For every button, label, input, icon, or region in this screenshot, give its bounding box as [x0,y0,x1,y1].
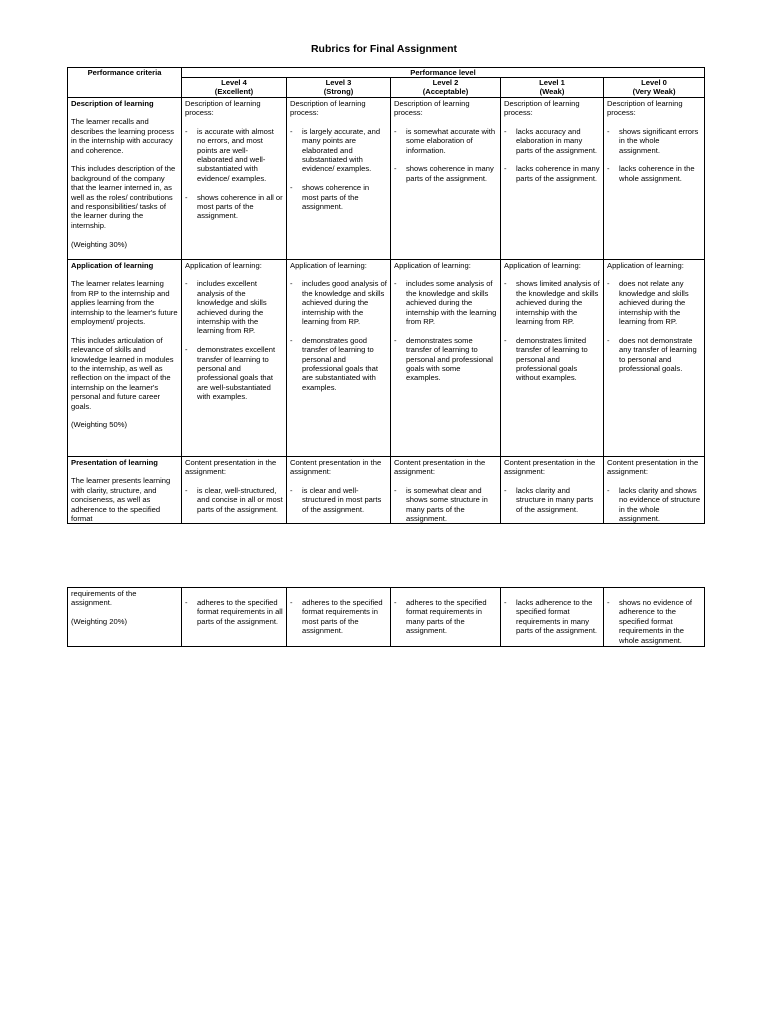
list-item [185,598,283,626]
dash: - [607,126,610,136]
item-text: shows coherence in many parts of the assignment. [406,164,494,183]
list-item [185,486,283,514]
level-name: Level 1 [539,78,565,88]
cell-intro: Content presentation in the assignment: [394,457,486,477]
criteria-text: The learner presents learning with clarity, structure, and conciseness, as well as adherence to the specified format [71,476,171,524]
level-cell [287,97,391,259]
level-desc: (Very Weak) [632,87,676,97]
level-cell [391,259,501,456]
item-text: demonstrates good transfer of learning to personal and professional goals that are substantiated with examples. [302,335,378,392]
dash: - [185,279,188,289]
table-row [68,97,705,259]
criteria-cell [68,456,182,524]
level-1-header [501,78,604,97]
dash: - [394,164,397,174]
item-text: demonstrates some transfer of learning to personal and professional goals with some examples. [406,335,493,383]
criteria-cell [68,588,182,647]
level-desc: (Acceptable) [422,87,469,97]
dash: - [185,126,188,136]
level-3-header [287,78,391,97]
dash: - [185,485,188,495]
list-item [394,336,497,383]
list-item [607,279,701,326]
table-row [68,456,705,524]
cell-intro: Description of learning process: [290,98,366,118]
criteria-text: This includes description of the background of the company that the learner interned in, as well as the roles/ contributions and responsibilities/ tasks of the learner during the internship. [71,164,176,230]
list-item [607,486,701,524]
page-title: Rubrics for Final Assignment [310,43,458,55]
dash: - [290,279,293,289]
list-item [607,164,701,183]
criteria-text: The learner relates learning from RP to the internship and applies learning from the internship to the learner's future employment/ projects. [71,279,178,327]
level-cell [287,456,391,524]
list-item [394,127,497,155]
weighting: (Weighting 30%) [71,239,127,249]
item-text: adheres to the specified format requirements in all parts of the assignment. [197,598,283,626]
item-text: is somewhat accurate with some elaboration of information. [406,126,496,155]
level-cell [287,259,391,456]
rubric-table [67,67,705,524]
cell-intro: Description of learning process: [607,98,683,118]
list-item [504,486,600,514]
dash: - [504,335,507,345]
level-cell [182,588,287,647]
weighting: (Weighting 20%) [71,617,127,627]
level-name: Level 2 [432,78,459,88]
dash: - [607,598,610,607]
dash: - [607,279,610,289]
level-cell [182,259,287,456]
level-name: Level 3 [325,78,352,88]
list-item [290,598,387,636]
dash: - [504,164,507,174]
cell-intro: Description of learning process: [394,98,470,118]
dash: - [290,598,293,607]
cell-intro: Application of learning: [185,260,262,270]
level-4-header [182,78,287,97]
list-item [290,486,387,514]
item-text: lacks clarity and shows no evidence of structure in the whole assignment. [619,485,701,524]
cell-intro: Content presentation in the assignment: [607,457,699,477]
list-item [504,598,600,636]
list-item [504,164,600,183]
dash: - [185,598,188,607]
dash: - [394,279,397,289]
list-item [185,345,283,401]
item-text: lacks adherence to the specified format requirements in many parts of the assignment. [516,598,598,636]
dash: - [394,335,397,345]
level-2-header [391,78,501,97]
list-item [290,279,387,326]
item-text: lacks clarity and structure in many parts of the assignment. [516,485,594,514]
table-row [68,259,705,456]
criteria-title: Application of learning [71,260,154,270]
dash: - [394,126,397,136]
criteria-title: Description of learning [71,98,154,108]
level-desc: (Excellent) [214,87,254,97]
level-desc: (Strong) [323,87,354,97]
criteria-cell [68,97,182,259]
cell-intro: Content presentation in the assignment: [185,457,277,477]
level-cell [501,259,604,456]
item-text: shows coherence in all or most parts of the assignment. [197,192,283,221]
cell-intro: Application of learning: [607,260,684,270]
list-item [504,336,600,383]
list-item [607,127,701,155]
level-cell [391,588,501,647]
criteria-cell [68,259,182,456]
criteria-title: Presentation of learning [71,457,158,467]
cell-intro: Content presentation in the assignment: [290,457,382,477]
criteria-text: This includes articulation of relevance of skills and knowledge learned in modules to the internship, as well as reflection on the impact of the internship on the learner's personal and future career goals. [71,335,174,411]
list-item [185,193,283,221]
rubric-table-continued [67,587,705,647]
criteria-header [68,68,182,98]
level-cell [182,97,287,259]
item-text: includes good analysis of the knowledge and skills achieved during the internship with the learning from RP. [302,279,387,327]
item-text: adheres to the specified format requirements in most parts of the assignment. [302,598,383,636]
level-cell [182,456,287,524]
dash: - [504,126,507,136]
item-text: includes excellent analysis of the knowledge and skills achieved during the internship with the learning from RP. [197,279,267,336]
level-cell [391,456,501,524]
level-cell [287,588,391,647]
item-text: includes some analysis of the knowledge and skills achieved during the internship with the learning from RP. [406,279,497,327]
level-name: Level 4 [221,78,247,88]
list-item [504,127,600,155]
dash: - [290,126,293,136]
level-cell [604,456,705,524]
level-cell [501,97,604,259]
list-item [504,279,600,326]
criteria-text: requirements of the assignment. [71,589,137,608]
level-desc: (Weak) [539,87,565,97]
list-item [607,598,701,645]
cell-intro: Application of learning: [290,260,367,270]
dash: - [607,485,610,495]
dash: - [504,598,507,607]
item-text: is somewhat clear and shows some structure in many parts of the assignment. [406,485,488,524]
criteria-text: The learner recalls and describes the learning process in the internship with accuracy and coherence. [71,117,174,155]
item-text: does not demonstrate any transfer of learning to personal and professional goals. [619,335,697,374]
cell-intro: Description of learning process: [504,98,580,118]
item-text: demonstrates excellent transfer of learning to personal and professional goals that are well-substantiated with examples. [197,345,276,402]
list-item [394,486,497,524]
table-row [68,588,705,647]
list-item [185,127,283,183]
dash: - [504,485,507,495]
cell-intro: Content presentation in the assignment: [504,457,596,477]
level-cell [604,259,705,456]
dash: - [185,192,188,202]
list-item [290,336,387,392]
item-text: is clear and well-structured in most parts of the assignment. [302,485,382,514]
item-text: is clear, well-structured, and concise in all or most parts of the assignment. [197,485,283,514]
list-item [394,164,497,183]
dash: - [504,279,507,289]
dash: - [290,183,293,193]
cell-intro: Application of learning: [504,260,581,270]
item-text: lacks coherence in many parts of the assignment. [516,164,600,183]
level-cell [501,588,604,647]
level-0-header [604,78,705,97]
item-text: shows coherence in most parts of the assignment. [302,183,370,212]
level-cell [604,97,705,259]
list-item [290,183,387,211]
dash: - [607,164,610,174]
list-item [290,127,387,174]
item-text: adheres to the specified format requirements in many parts of the assignment. [406,598,487,636]
cell-intro: Description of learning process: [185,98,261,118]
item-text: shows limited analysis of the knowledge and skills achieved during the internship with the learning from RP. [516,279,600,327]
list-item [394,598,497,636]
criteria-header-label: Performance criteria [87,68,162,77]
dash: - [394,598,397,607]
item-text: is largely accurate, and many points are elaborated and substantiated with evidence/ examples. [302,126,381,174]
item-text: shows significant errors in the whole assignment. [619,126,699,155]
list-item [185,279,283,335]
list-item [607,336,701,374]
item-text: lacks coherence in the whole assignment. [619,164,695,183]
item-text: shows no evidence of adherence to the specified format requirements in the whole assignment. [619,598,693,645]
level-header-label: Performance level [410,68,476,77]
item-text: does not relate any knowledge and skills achieved during the internship with the learning from RP. [619,279,689,327]
level-cell [604,588,705,647]
level-cell [501,456,604,524]
level-header [182,68,705,78]
item-text: lacks accuracy and elaboration in many parts of the assignment. [516,126,598,155]
dash: - [185,345,188,355]
level-cell [391,97,501,259]
list-item [394,279,497,326]
cell-intro: Application of learning: [394,260,471,270]
dash: - [290,485,293,495]
dash: - [290,335,293,345]
item-text: demonstrates limited transfer of learning to personal and professional goals without examples. [516,335,588,383]
weighting: (Weighting 50%) [71,420,127,430]
level-name: Level 0 [641,78,667,88]
dash: - [607,335,610,345]
dash: - [394,485,397,495]
item-text: is accurate with almost no errors, and most points are well-elaborated and well-substantiated with evidence/ examples. [197,126,274,183]
